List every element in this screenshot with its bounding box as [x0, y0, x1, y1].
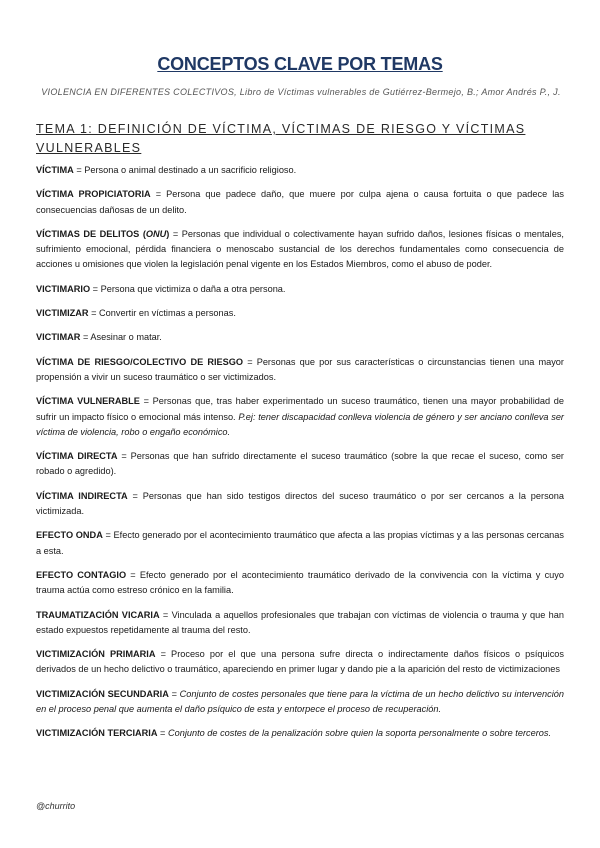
definition-term: VÍCTIMA — [36, 165, 74, 175]
definition-text: = Personas que han sufrido directamente el suceso traumático (sobre la que recae el suceso, como ser robado o agredido). — [36, 451, 564, 477]
definition-text: = Efecto generado por el acontecimiento traumático derivado de la convivencia con la víctima y cuyo trauma actúa como estreso crónico en la familia. — [36, 569, 564, 596]
topic-heading: TEMA 1: DEFINICIÓN DE VÍCTIMA, VÍCTIMAS DE RIESGO Y VÍCTIMAS VULNERABLES — [36, 122, 526, 155]
definition-text: = Persona que padece daño, que muere por culpa ajena o causa fortuita o que padece las consecuencias dañosas de un delito. — [36, 189, 564, 215]
definition-term: EFECTO CONTAGIO — [36, 569, 127, 580]
definition-term: VICTIMIZACIÓN TERCIARIA — [36, 728, 158, 739]
definition-entry — [36, 528, 564, 559]
definition-term: VICTIMARIO — [36, 283, 91, 294]
definition-text: = Asesinar o matar. — [80, 332, 162, 343]
definition-entry — [36, 355, 564, 386]
definition-entry — [36, 568, 564, 599]
definition-entry — [36, 282, 564, 297]
definition-example: P.ej: tener discapacidad conlleva violencia de género y ser anciano conlleva ser víctima de violencia, robo o engaño económico. — [36, 411, 564, 437]
definitions-list — [36, 163, 564, 751]
definition-text: = Vinculada a aquellos profesionales que trabajan con víctimas de violencia o trauma y que han estado expuestos repetidamente al trauma del resto. — [36, 609, 565, 635]
definition-text: = — [168, 688, 180, 699]
definition-example: Conjunto de costes de la penalización sobre quien la soporta personalmente o sobre terceros. — [167, 728, 552, 739]
definition-entry — [36, 163, 564, 178]
definition-term: EFECTO ONDA — [36, 530, 103, 541]
definition-example: Conjunto de costes personales que tiene para la víctima de un hecho delictivo su intervención en el proceso penal que aumenta el daño psíquico de esta y entorpece el proceso de recuperación. — [36, 688, 564, 715]
definition-term: VÍCTIMAS DE DELITOS — [36, 228, 140, 239]
definition-term: VICTIMIZACIÓN SECUNDARIA — [36, 688, 169, 699]
definition-term: VÍCTIMA DE RIESGO/COLECTIVO DE RIESGO — [36, 356, 244, 367]
definition-entry — [36, 687, 564, 718]
page-title: CONCEPTOS CLAVE POR TEMAS — [157, 54, 443, 74]
definition-term-note: ONU — [145, 228, 167, 239]
definition-text: = Personas que han sido testigos directos del suceso traumático o por ser cercanos a la persona victimizada. — [36, 490, 564, 517]
definition-text: = Personas que, tras haber experimentado un suceso traumático, tienen una mayor probabilidad de sufrir un impacto físico o emocional más intenso. — [36, 396, 564, 422]
definition-text: = — [157, 728, 168, 739]
definition-term: VÍCTIMA INDIRECTA — [36, 490, 128, 501]
definition-term: VICTIMIZACIÓN PRIMARIA — [36, 649, 156, 660]
definition-entry — [36, 187, 564, 218]
definition-term: VÍCTIMA DIRECTA — [36, 451, 118, 462]
definition-entry — [36, 330, 564, 345]
definition-term: VICTIMIZAR — [36, 308, 89, 319]
definition-term: VÍCTIMA PROPICIATORIA — [36, 189, 151, 200]
definition-entry — [36, 449, 564, 480]
definition-term: VICTIMAR — [36, 332, 81, 343]
definition-entry: VÍCTIMAS DE DELITOS (ONU) = Personas que individual o colectivamente hayan sufrido daños, lesiones físicas o mentales, sufrimiento emocional, pérdida financiera o menoscabo sustancial de los derechos fundamentales como consecuencia de acciones u omisiones que violen la legislación penal vigente en los Estados Miembros, como el abuso de poder. — [36, 228, 564, 270]
definition-text: = Efecto generado por el acontecimiento traumático que afecta a las propias víctimas y a las personas cercanas a esta. — [36, 530, 564, 556]
definition-text: = Persona que victimiza o daña a otra persona. — [90, 283, 286, 294]
definition-text: = Convertir en víctimas a personas. — [88, 308, 236, 319]
definition-term: VÍCTIMA VULNERABLE — [36, 396, 140, 407]
definition-entry — [36, 726, 564, 741]
definition-entry — [36, 608, 564, 639]
definition-entry — [36, 489, 564, 520]
source-subtitle: VIOLENCIA EN DIFERENTES COLECTIVOS, Libro de Víctimas vulnerables de Gutiérrez-Bermejo, B.; Amor Andrés P., J. — [41, 87, 561, 97]
definition-term: TRAUMATIZACIÓN VICARIA — [36, 609, 160, 620]
author-footer: @churrito — [36, 801, 76, 811]
definition-text: = Personas que individual o colectivamente hayan sufrido daños, lesiones físicas o mentales, sufrimiento emocional, pérdida financiera o menoscabo sustancial de los derechos fundamentales como consecuencia de acciones u omisiones que violen la legislación penal vigente en los Estados Miembros, como el abuso de poder. — [36, 228, 564, 270]
definition-entry — [36, 647, 564, 678]
definition-text: = Proceso por el que una persona sufre directa o indirectamente daños físicos o psíquicos derivados de un hecho delictivo o traumático, apareciendo en primer lugar y dando pie a la aparición del resto de victimizaciones — [36, 649, 564, 675]
definition-text: = Personas que por sus características o circunstancias tienen una mayor propensión a vivir un suceso traumático o ser victimizados. — [36, 356, 564, 382]
definition-text: = Persona o animal destinado a un sacrificio religioso. — [73, 165, 297, 175]
definition-entry — [36, 306, 564, 321]
definition-entry — [36, 394, 564, 440]
